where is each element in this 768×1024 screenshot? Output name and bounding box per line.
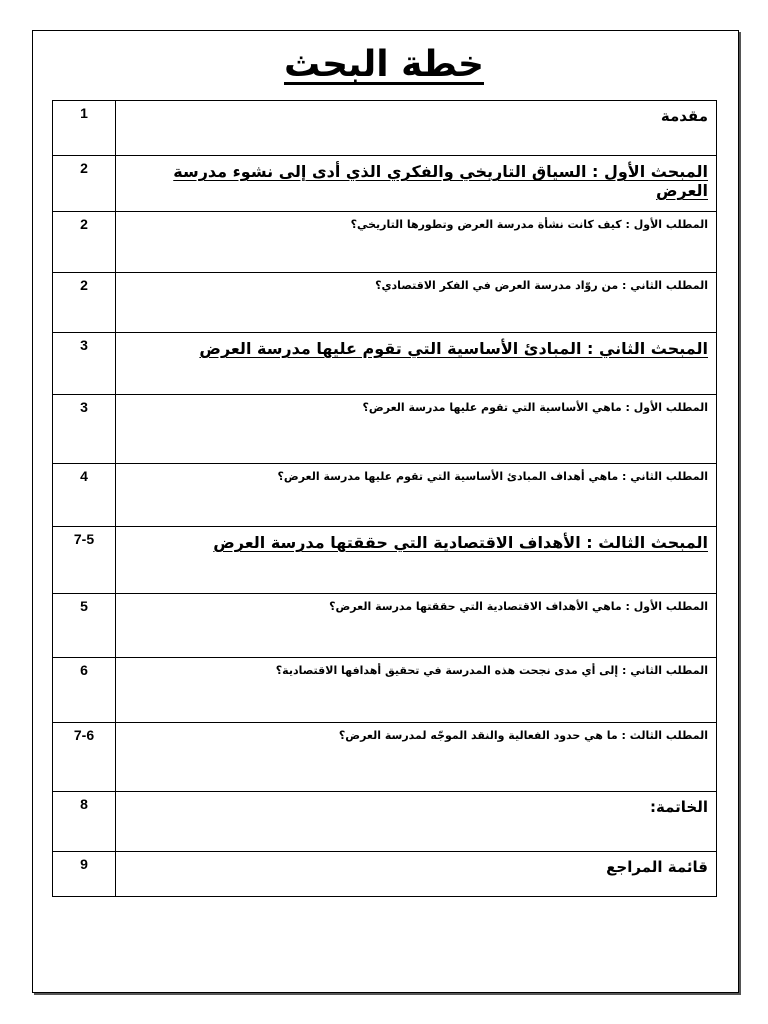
table-row (53, 723, 717, 792)
subsection-title: المطلب الثاني : إلى أي مدى نجحت هذه المدرسة في تحقيق أهدافها الاقتصادية؟ (116, 658, 717, 723)
chapter-title: المبحث الأول : السياق التاريخي والفكري الذي أدى إلى نشوء مدرسة العرض (116, 156, 717, 212)
table-row (53, 658, 717, 723)
page-number: 1 (53, 101, 116, 156)
page-number: 5 (53, 594, 116, 658)
table-row (53, 464, 717, 527)
page-title: خطة البحث (284, 44, 484, 85)
research-plan-table (52, 100, 717, 897)
page-number: 9 (53, 852, 116, 897)
page-number: 3 (53, 395, 116, 464)
subsection-title: المطلب الثاني : من روّاد مدرسة العرض في الفكر الاقتصادي؟ (116, 273, 717, 333)
subsection-title: المطلب الثالث : ما هي حدود الفعالية والنقد الموجّه لمدرسة العرض؟ (116, 723, 717, 792)
section-title: قائمة المراجع (116, 852, 717, 897)
page-number: 6 (53, 658, 116, 723)
table-row (53, 273, 717, 333)
page-number: 2 (53, 273, 116, 333)
table-row (53, 395, 717, 464)
table-row (53, 101, 717, 156)
subsection-title: المطلب الأول : ماهي الأساسية التي تقوم عليها مدرسة العرض؟ (116, 395, 717, 464)
chapter-title: المبحث الثاني : المبادئ الأساسية التي تقوم عليها مدرسة العرض (116, 333, 717, 395)
table-row (53, 852, 717, 897)
page-number: 7-5 (53, 527, 116, 594)
table-row (53, 527, 717, 594)
page-number: 8 (53, 792, 116, 852)
table-row (53, 212, 717, 273)
table-row (53, 792, 717, 852)
table-row (53, 333, 717, 395)
table-row (53, 594, 717, 658)
table-row (53, 156, 717, 212)
page-number: 2 (53, 156, 116, 212)
section-title: مقدمة (116, 101, 717, 156)
page-number: 2 (53, 212, 116, 273)
page-number: 4 (53, 464, 116, 527)
page-number: 3 (53, 333, 116, 395)
chapter-title: المبحث الثالث : الأهداف الاقتصادية التي حققتها مدرسة العرض (116, 527, 717, 594)
subsection-title: المطلب الأول : كيف كانت نشأة مدرسة العرض وتطورها التاريخي؟ (116, 212, 717, 273)
section-title: الخاتمة: (116, 792, 717, 852)
page-number: 7-6 (53, 723, 116, 792)
subsection-title: المطلب الأول : ماهي الأهداف الاقتصادية التي حققتها مدرسة العرض؟ (116, 594, 717, 658)
subsection-title: المطلب الثاني : ماهي أهداف المبادئ الأساسية التي تقوم عليها مدرسة العرض؟ (116, 464, 717, 527)
